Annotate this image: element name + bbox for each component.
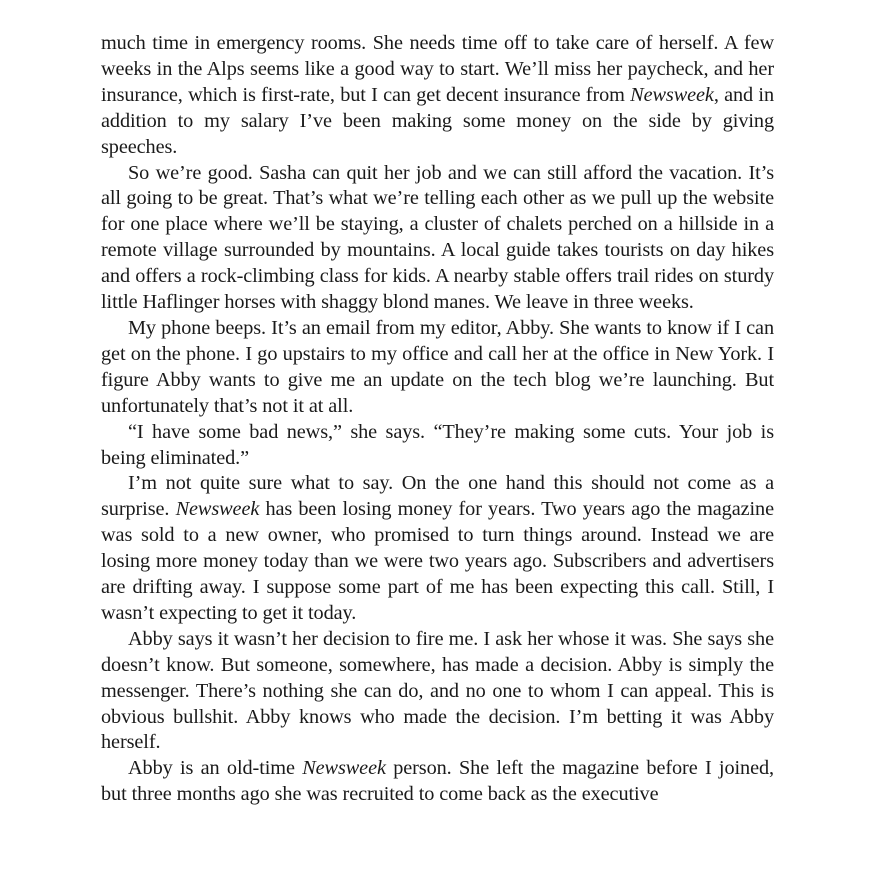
paragraph-6 — [101, 627, 774, 757]
italic-title: Newsweek — [175, 498, 260, 521]
italic-title: Newsweek — [630, 83, 714, 106]
text-run: much time in emergency rooms. She needs time off to take care of herself. A few weeks in the Alps seems like a good way to start. We’ll miss her paycheck, and her insurance, which is first-rate, but I can get decent insurance from — [101, 32, 774, 106]
text-run: Abby says it wasn’t her decision to fire me. I ask her whose it was. She says she doesn’t know. But someone, somewhere, has made a decision. Abby is simply the messenger. There’s nothing she can do, and no one to whom I can appeal. This is obvious bullshit. Abby knows who made the decision. I’m betting it was Abby herself. — [101, 627, 774, 754]
italic-title: Newsweek — [302, 757, 386, 780]
paragraph-4 — [101, 420, 774, 472]
text-run: person. She left the magazine before I joined, but three months ago she was recruited to come back as the executive — [101, 757, 774, 806]
paragraph-5 — [101, 471, 774, 626]
paragraph-1 — [101, 31, 774, 161]
text-run: Abby is an old-time — [128, 757, 303, 780]
text-run: My phone beeps. It’s an email from my editor, Abby. She wants to know if I can get on the phone. I go upstairs to my office and call her at the office in New York. I figure Abby wants to give me an update on the tech blog we’re launching. But unfortunately that’s not it at all. — [101, 316, 774, 417]
paragraph-3 — [101, 316, 774, 420]
book-page — [101, 31, 774, 808]
text-run: “I have some bad news,” she says. “They’re making some cuts. Your job is being eliminated.” — [101, 420, 774, 469]
paragraph-7 — [101, 756, 774, 808]
paragraph-2 — [101, 161, 774, 316]
text-run: So we’re good. Sasha can quit her job and we can still afford the vacation. It’s all going to be great. That’s what we’re telling each other as we pull up the website for one place where we’ll be staying, a cluster of chalets perched on a hillside in a remote village surrounded by mountains. A local guide takes tourists on day hikes and offers a rock-climbing class for kids. A nearby stable offers trail rides on sturdy little Haflinger horses with shaggy blond manes. We leave in three weeks. — [101, 161, 774, 314]
text-run: I’m not quite sure what to say. On the one hand this should not come as a surprise. — [101, 472, 774, 521]
text-run: , and in addition to my salary I’ve been making some money on the side by giving speeches. — [101, 83, 774, 158]
text-run: has been losing money for years. Two years ago the magazine was sold to a new owner, who promised to turn things around. Instead we are losing more money today than we were two years ago. Subscribers and advertisers are drifting away. I suppose some part of me has been expecting this call. Still, I wasn’t expecting to get it today. — [101, 498, 774, 624]
